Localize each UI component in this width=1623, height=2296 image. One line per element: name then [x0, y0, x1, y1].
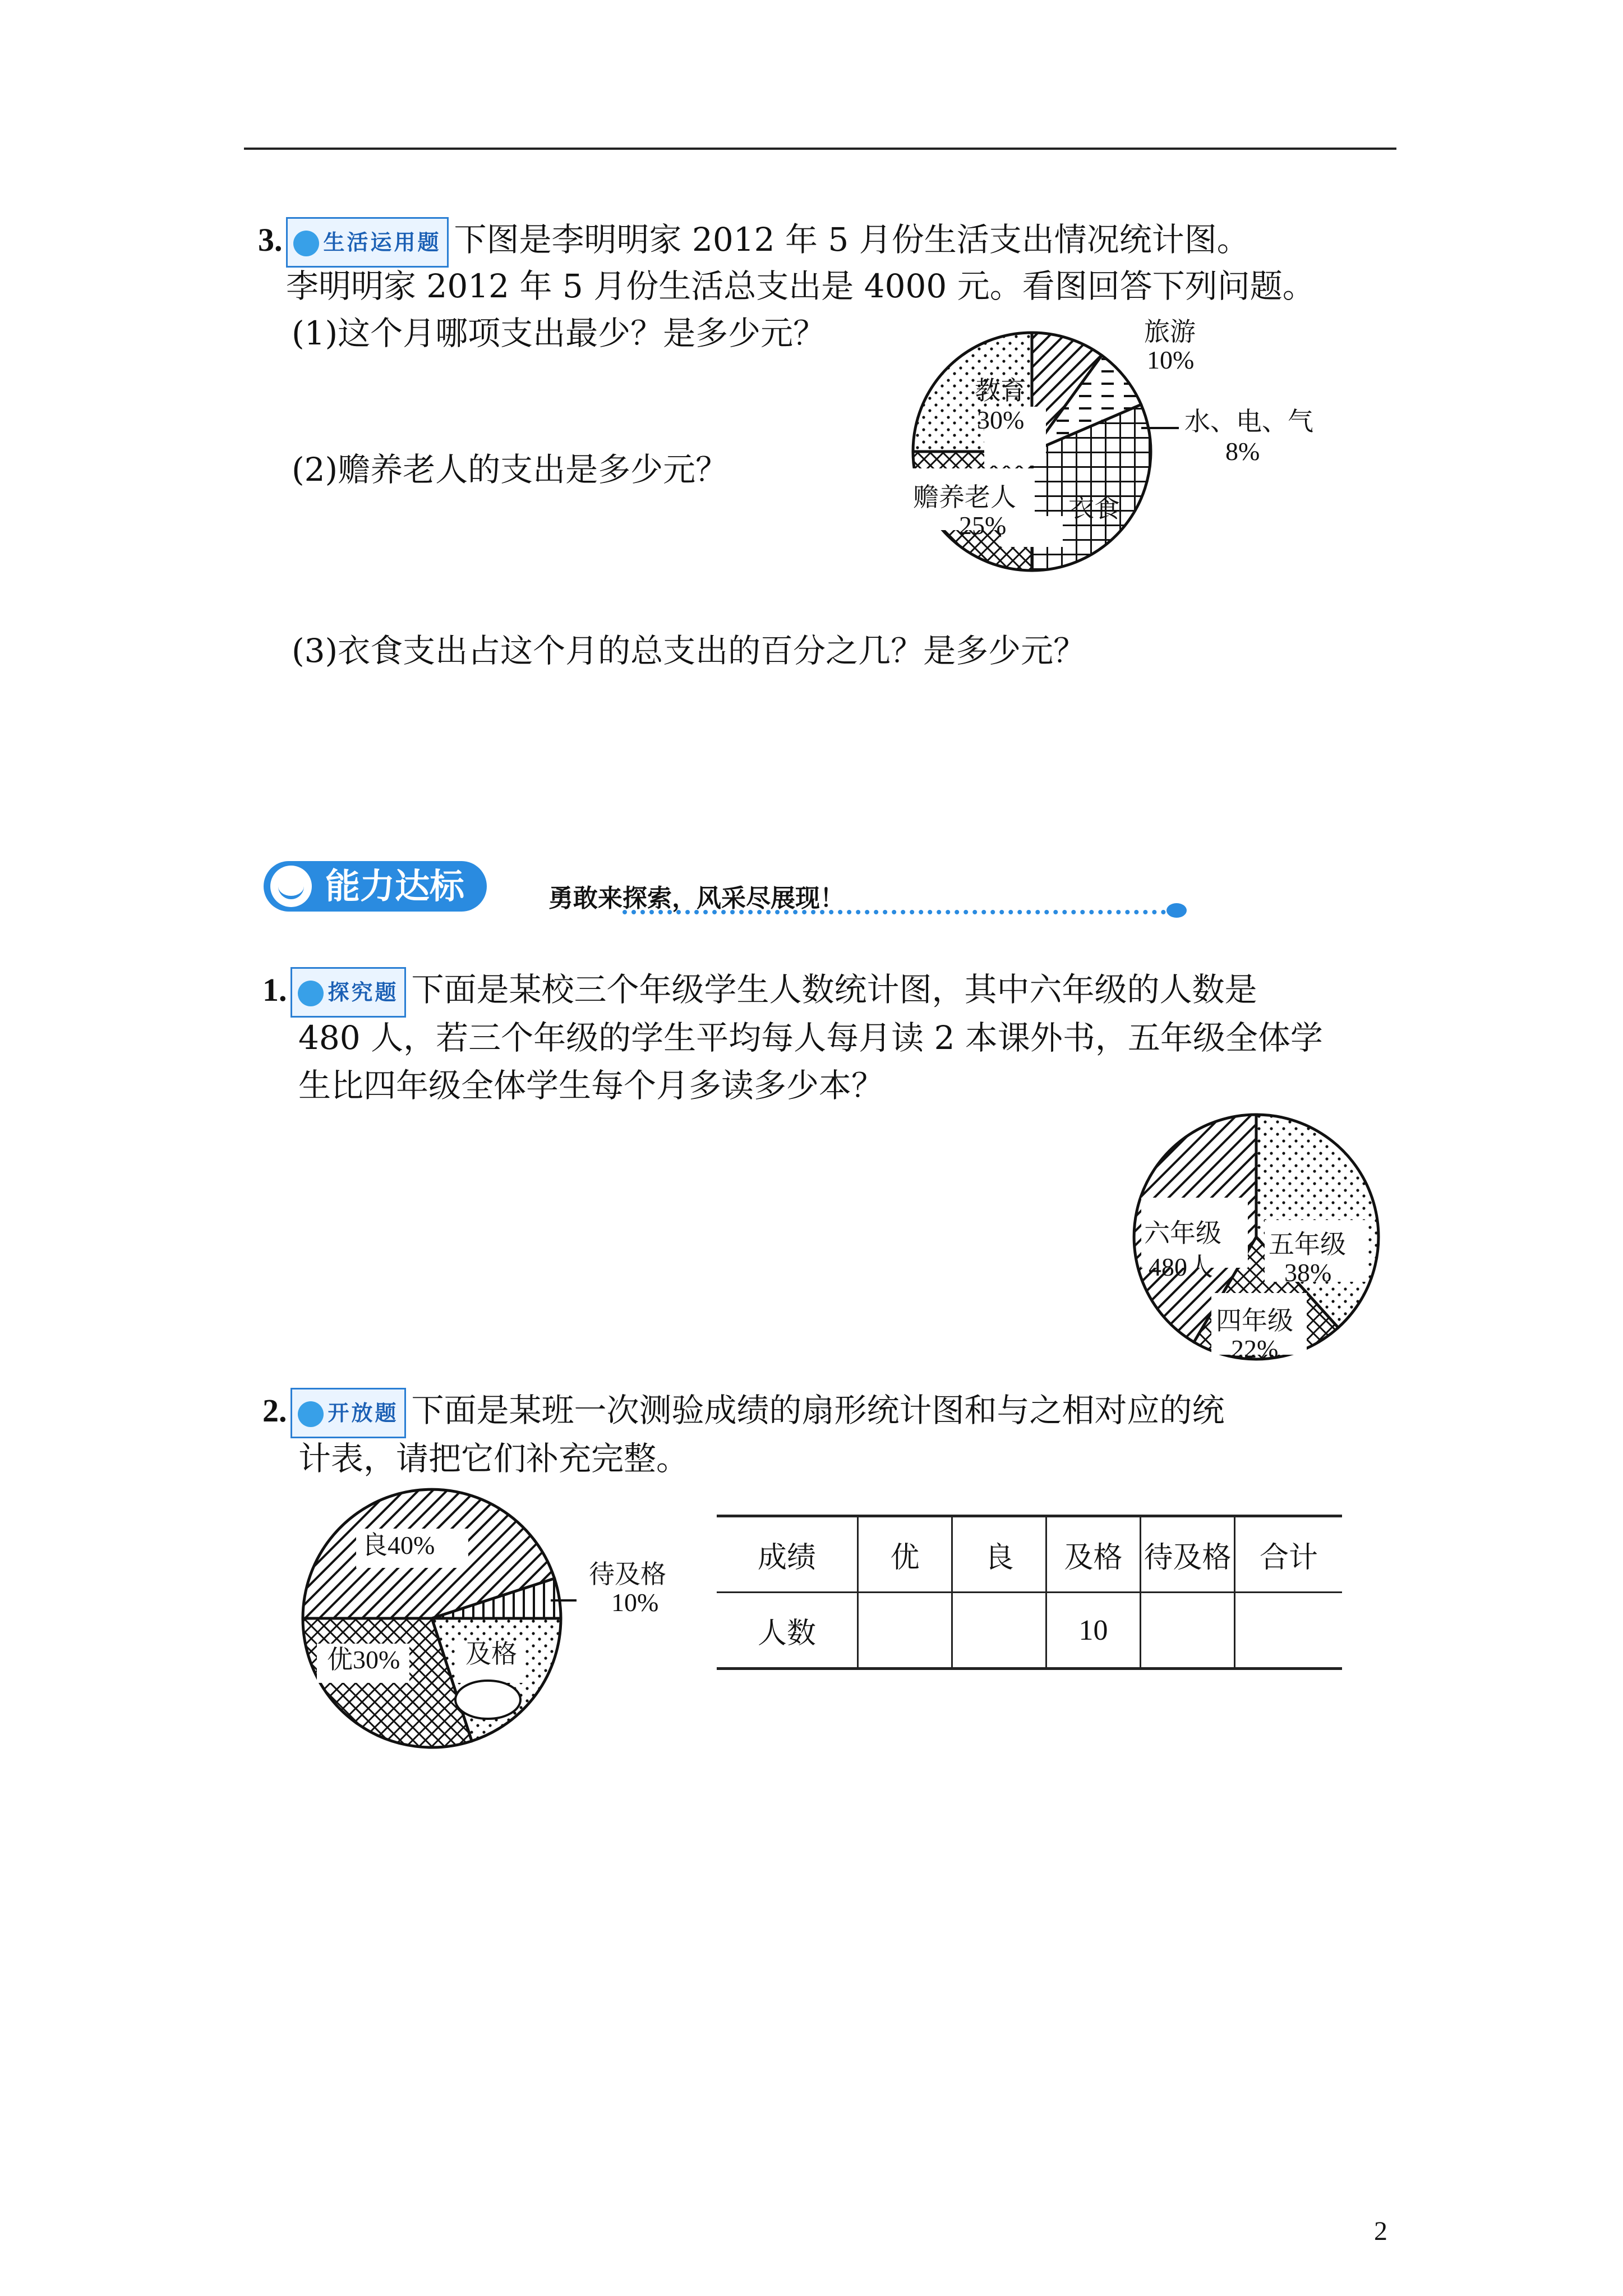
pass-label: 及格	[465, 1640, 517, 1668]
q3-pie-chart	[909, 325, 1357, 589]
elderly-label: 赡养老人	[913, 483, 1016, 512]
grade6-label: 六年级	[1144, 1219, 1221, 1248]
table-cell: 10	[1046, 1593, 1141, 1669]
p1-line3: 生比四年级全体学生每个月多读多少本？	[298, 1066, 884, 1105]
utilities-label: 水、电、气	[1184, 407, 1313, 436]
education-label: 教育	[975, 376, 1026, 405]
education-pct: 30%	[977, 406, 1025, 434]
p1-line2: 480 人，若三个年级的学生平均每人每月读 2 本课外书，五年级全体学	[298, 1019, 1323, 1057]
p2-badge: 开放题	[291, 1388, 406, 1438]
p2-number: 2.	[262, 1392, 287, 1429]
table-header: 良	[952, 1516, 1046, 1593]
hand-icon	[298, 1401, 324, 1427]
table-cell	[1141, 1593, 1235, 1669]
grade4-pct: 22%	[1231, 1335, 1279, 1363]
utilities-pct: 8%	[1225, 437, 1260, 466]
table-row-label: 人数	[717, 1593, 858, 1669]
pending-label: 待及格	[589, 1560, 666, 1589]
q3-number: 3.	[258, 222, 283, 258]
score-table	[717, 1515, 1342, 1670]
travel-label: 旅游	[1144, 318, 1196, 346]
excellent-label: 优30%	[327, 1645, 400, 1674]
grade6-value: 480人	[1149, 1253, 1213, 1281]
table-cell	[1235, 1593, 1343, 1669]
p1-badge: 探究题	[291, 967, 406, 1018]
section-title: 能力达标	[264, 861, 487, 912]
table-header: 成绩	[717, 1516, 858, 1593]
grade5-pct: 38%	[1284, 1258, 1332, 1287]
table-header: 合计	[1235, 1516, 1343, 1593]
p1-heading	[262, 966, 1257, 1018]
p2-pie-chart	[292, 1481, 583, 1756]
good-label: 良40%	[362, 1531, 435, 1559]
table-header: 优	[858, 1516, 952, 1593]
elderly-pct: 25%	[959, 511, 1007, 540]
p1-line1: 下面是某校三个年级学生人数统计图，其中六年级的人数是	[411, 970, 1257, 1009]
q3-badge: 生活运用题	[286, 217, 449, 268]
smile-icon	[270, 866, 312, 907]
section-dotted-line	[623, 910, 1175, 914]
p2-heading	[262, 1387, 1225, 1438]
q3-sub3: (3)衣食支出占这个月的总支出的百分之几？是多少元？	[292, 632, 1086, 670]
section-dot-end	[1166, 903, 1187, 918]
table-header: 及格	[1046, 1516, 1141, 1593]
travel-pct: 10%	[1147, 346, 1195, 374]
table-header-row	[717, 1516, 1342, 1593]
table-row	[717, 1593, 1342, 1669]
p2-line2: 计表，请把它们补充完整。	[298, 1439, 689, 1478]
q3-heading	[258, 216, 1249, 268]
section-subtitle: 勇敢来探索，风采尽展现！	[548, 884, 845, 913]
food-label: 衣食	[1068, 494, 1120, 523]
pass-blank-oval	[455, 1681, 520, 1719]
q3-sub2: (2)赡养老人的支出是多少元？	[292, 450, 728, 489]
p1-number: 1.	[262, 972, 287, 1008]
section-banner	[264, 861, 1183, 912]
pending-pct: 10%	[611, 1588, 659, 1617]
grade4-label: 四年级	[1216, 1306, 1293, 1335]
q3-line1: 下图是李明明家 2012 年 5 月份生活支出情况统计图。	[454, 220, 1249, 259]
grade5-label: 五年级	[1269, 1230, 1346, 1259]
table-cell	[952, 1593, 1046, 1669]
question-icon	[298, 981, 324, 1006]
top-rule	[244, 148, 1396, 150]
p2-line1: 下面是某班一次测验成绩的扇形统计图和与之相对应的统	[411, 1391, 1225, 1429]
page-number: 2	[1374, 2216, 1387, 2246]
table-header: 待及格	[1141, 1516, 1235, 1593]
person-icon	[293, 231, 319, 256]
q3-sub1: (1)这个月哪项支出最少？是多少元？	[292, 314, 826, 352]
q3-line2: 李明明家 2012 年 5 月份生活总支出是 4000 元。看图回答下列问题。	[286, 267, 1315, 305]
table-cell	[858, 1593, 952, 1669]
